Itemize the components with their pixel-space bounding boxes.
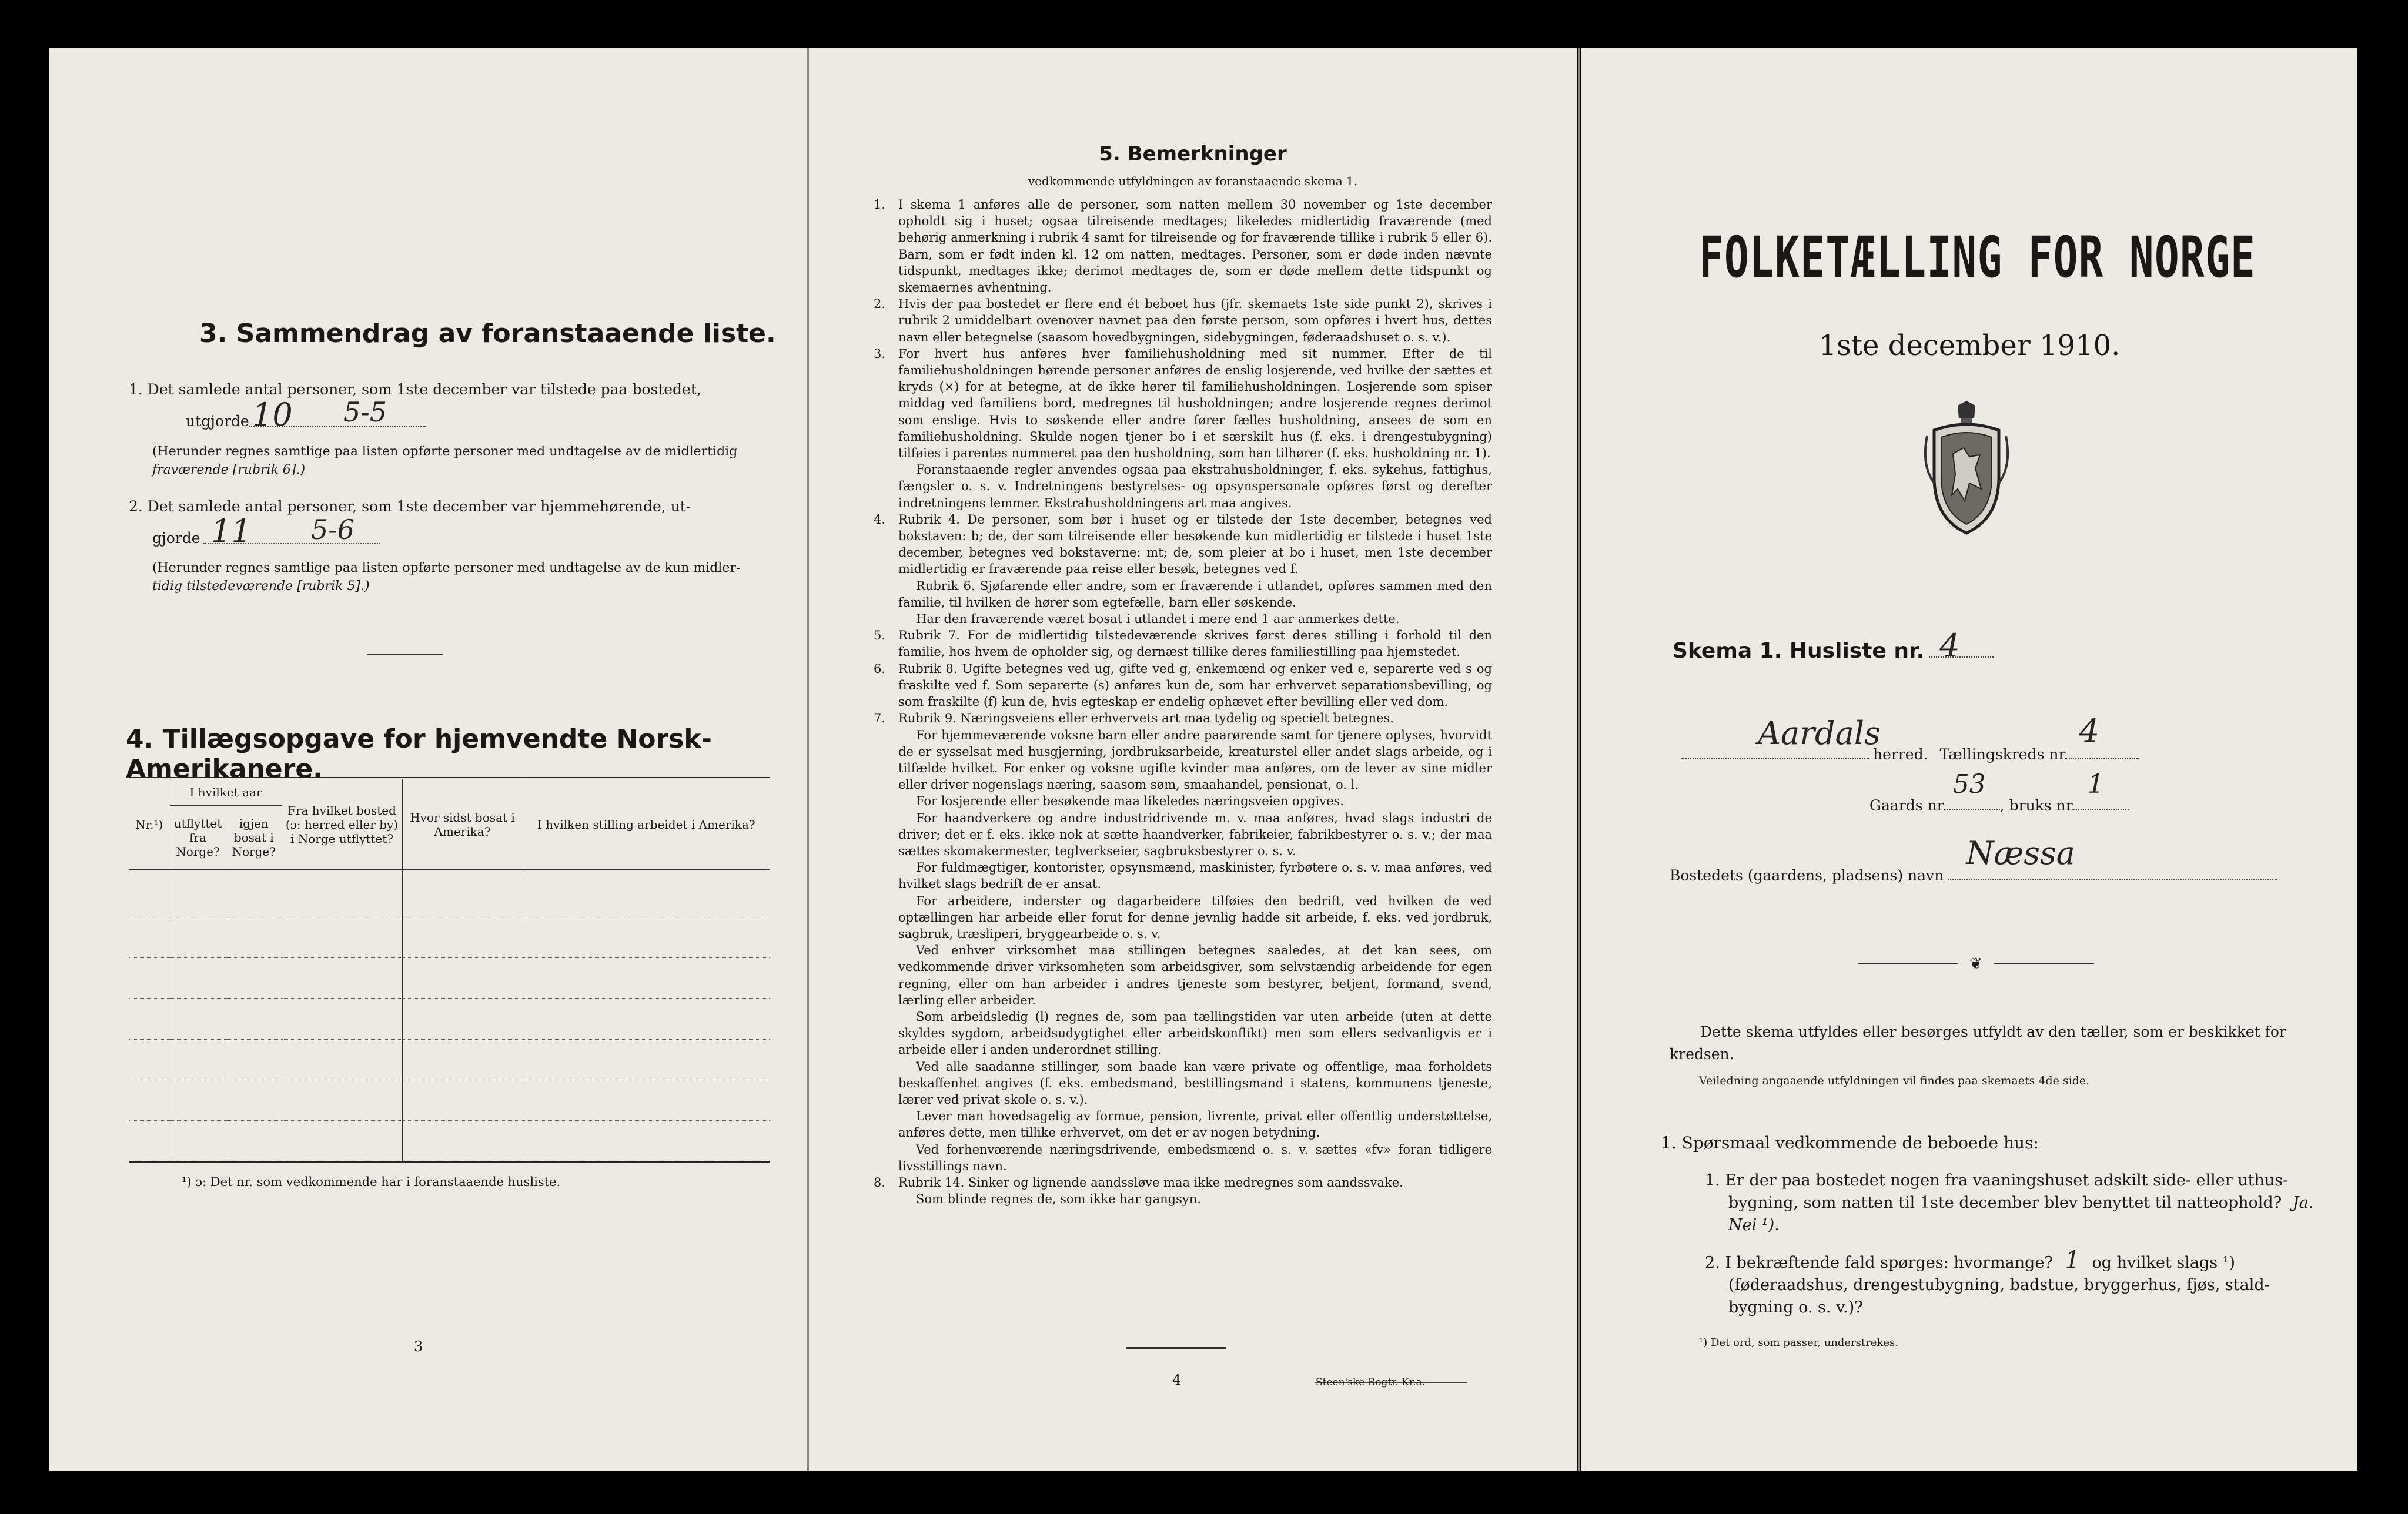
remark-number: 7.	[874, 711, 886, 726]
remark-paragraph	[898, 1141, 1492, 1174]
question-1-answer: Ja. Nei ¹).	[1728, 1194, 2314, 1234]
table-row	[129, 1120, 770, 1161]
gaard-row	[1869, 769, 2129, 816]
remark-paragraph	[874, 661, 1492, 711]
item1-value: 10	[252, 396, 293, 433]
remark-paragraph	[898, 611, 1492, 627]
remark-text: Rubrik 14. Sinker og lignende aandssløve maa ikke medregnes som aandssvake.	[898, 1175, 1403, 1190]
remark-text: I skema 1 anføres alle de personer, som natten mellem 30 november og 1ste december opholdt sig i huset; ogsaa tilreisende medtages; likeledes midlertidig fraværende (med behørig anmerkning i rubrik 4 samt for tilreisende og for fraværende tillike i rubrik 5 eller 6). Barn, som er født inden kl. 12 om natten, medtages. Personer, som er døde inden nævnte tidspunkt, medtages ikke; derimot medtages de, som er døde mellem dette tidspunkt og skemaernes avhentning.	[898, 197, 1492, 295]
husliste-field	[1929, 627, 1994, 664]
question-2-text-b: og hvilket slags ¹) (føderaadshus, drengestubygning, badstue, bryggerhus, fjøs, stald-bygning o. s. v.)?	[1728, 1254, 2270, 1317]
norsk-amerikanere-table	[129, 777, 770, 1163]
remark-text: Ved enhver virksomhet maa stillingen betegnes saaledes, at det kan sees, om vedkommende driver virksomheten som arbeidsgiver, som selvstændig arbeidende for egen regning, eller om han arbeider i andres tjeneste som bestyrer, betjent, formand, svend, lærling eller arbeider.	[898, 943, 1492, 1007]
bosted-label: Bostedets (gaardens, pladsens) navn	[1670, 867, 1944, 884]
herred-label: herred.	[1873, 746, 1928, 763]
remark-paragraph	[898, 1191, 1492, 1207]
bruks-label: , bruks nr.	[1999, 797, 2076, 814]
intro-note: Veiledning angaaende utfyldningen vil findes paa skemaets 4de side.	[1699, 1074, 2090, 1087]
remark-paragraph	[898, 893, 1492, 943]
printer-mark: Steen'ske Bogtr. Kr.a.	[1316, 1376, 1426, 1388]
coat-of-arms-icon	[1911, 401, 2022, 536]
remark-paragraph	[874, 627, 1492, 660]
item2-note1: (Herunder regnes samtlige paa listen opførte personer med undtagelse av de kun midler-	[152, 561, 741, 575]
remark-paragraph	[874, 1174, 1492, 1191]
remark-text: Ved forhenværende næringsdrivende, embedsmænd o. s. v. sættes «fv» foran tidligere livsstillings navn.	[898, 1142, 1492, 1173]
census-title: FOLKETÆLLING FOR NORGE	[1699, 225, 2256, 290]
question-2-count: 1	[2065, 1247, 2080, 1274]
page-3	[49, 48, 808, 1471]
remark-paragraph	[898, 727, 1492, 793]
remark-paragraph	[898, 942, 1492, 1009]
header-returned: igjen bosat i Norge?	[226, 805, 282, 870]
bosted-field	[1948, 835, 2277, 880]
divider	[367, 654, 443, 655]
questions-title: 1. Spørsmaal vedkommende de beboede hus:	[1661, 1133, 2039, 1153]
remark-text: Som arbeidsledig (l) regnes de, som paa tællingstiden var uten arbeide (uten at dette skyldes sygdom, arbeidsudygtighet eller arbeidskonflikt) men som ellers sedvanligvis er i arbeide eller i anden underordnet stilling.	[898, 1009, 1492, 1057]
remark-paragraph	[898, 1108, 1492, 1141]
remark-text: Hvis der paa bostedet er flere end ét beboet hus (jfr. skemaets 1ste side punkt 2), skrives i rubrik 2 umiddelbart ovenover navnet paa den første person, som opføres i hvert hus, dettes navn eller betegnelse (saasom hovedbygningen, sidebygningen, føderaadshuset o. s. v.).	[898, 297, 1492, 344]
table-row	[129, 999, 770, 1039]
remark-number: 8.	[874, 1175, 886, 1190]
census-date: 1ste december 1910.	[1818, 329, 2121, 362]
question-1-text: 1. Er der paa bostedet nogen fra vaaningshuset adskilt side- eller uthus-bygning, som natten til 1ste december blev benyttet til natteophold?	[1705, 1171, 2289, 1212]
remark-number: 2.	[874, 297, 886, 311]
remark-paragraph	[898, 793, 1492, 809]
remark-text: Rubrik 8. Ugifte betegnes ved ug, gifte ved g, enkemænd og enker ved e, separerte ved s og fraskilte ved f. Som separerte (s) anføres kun de, som har erhvervet separationsbevilling, og som fraskilte (f) kun de, hvis egteskap er endelig ophævet efter bevilling eller ved dom.	[898, 661, 1492, 709]
fleuron-icon: ❦	[1969, 955, 1982, 973]
skema-row	[1673, 627, 1994, 664]
gaards-label: Gaards nr.	[1869, 797, 1947, 814]
remark-text: Lever man hovedsagelig av formue, pension, livrente, privat eller offentlig understøttelse, anføres dette, men tillike erhvervet, om det er av nogen betydning.	[898, 1109, 1492, 1140]
section4-title: 4. Tillægsopgave for hjemvendte Norsk-Amerikanere.	[126, 724, 712, 784]
header-position: I hvilken stilling arbeidet i Amerika?	[523, 779, 770, 870]
herred-field	[1681, 715, 1881, 759]
header-nr: Nr.¹)	[129, 779, 170, 870]
remark-text: For losjerende eller besøkende maa likeledes næringsveien opgives.	[916, 794, 1344, 809]
remark-text: Foranstaaende regler anvendes ogsaa paa ekstrahusholdninger, f. eks. sykehus, fattighus, fængsler o. s. v. Indretningens bestyrelses- og opsynspersonale opføres først og derefter indretningens lemmer. Ekstrahusholdningens art maa angives.	[898, 463, 1492, 510]
kreds-label: Tællingskreds nr.	[1939, 746, 2069, 763]
remark-paragraph	[898, 578, 1492, 611]
item1-prefix: utgjorde	[186, 413, 249, 430]
remark-text: Rubrik 4. De personer, som bør i huset og er tilstede der 1ste december, betegnes ved bokstaven: b; de, der som tilreisende eller besøkende kun midlertidig er tilstede i huset 1ste december, betegnes ved bokstaverne: mt; de, som pleier at bo i huset, men 1ste december midlertidig er fraværende paa reise eller besøk, betegnes ved f.	[898, 512, 1492, 577]
ornament-divider	[1858, 955, 2105, 973]
item2-value: 11	[211, 513, 252, 550]
remark-text: For hjemmeværende voksne barn eller andre paarørende samt for tjenere oplyses, hvorvidt de er sysselsat med husgjerning, jordbruksarbeide, kreaturstel eller andet slags arbeide, og i tilfælde hvilket. For enker og voksne ugifte kvinder maa anføres, om de lever av sine midler eller driver nogenslags næring, saasom søm, smaahandel, pensionat, o. l.	[898, 728, 1492, 792]
remark-paragraph	[898, 859, 1492, 892]
remark-text: Rubrik 6. Sjøfarende eller andre, som er fraværende i utlandet, opføres sammen med den familie, til hvilken de hører som egtefælle, barn eller søskende.	[898, 578, 1492, 609]
section3-title: 3. Sammendrag av foranstaaende liste.	[199, 319, 776, 349]
header-from-where: Fra hvilket bosted (ɔ: herred eller by) i Norge utflyttet?	[282, 779, 402, 870]
herred-value: Aardals	[1758, 715, 1881, 752]
question-2-text-a: 2. I bekræftende fald spørges: hvormange?	[1705, 1254, 2053, 1272]
gaards-field	[1947, 769, 2000, 810]
header-emigrated: utflyttet fra Norge?	[170, 805, 226, 870]
item2-prefix: gjorde	[152, 530, 200, 547]
remark-number: 4.	[874, 512, 886, 527]
item1-note1: (Herunder regnes samtlige paa listen opførte personer med undtagelse av de midlertidig	[152, 444, 738, 459]
table-footnote: ¹) ɔ: Det nr. som vedkommende har i foranstaaende husliste.	[182, 1175, 561, 1189]
remark-paragraph	[874, 346, 1492, 461]
intro-text: Dette skema utfyldes eller besørges utfyldt av den tæller, som er beskikket for kredsen.	[1670, 1023, 2286, 1063]
page1-footnote: ¹) Det ord, som passer, understrekes.	[1699, 1337, 1898, 1349]
page-number: 4	[1172, 1372, 1182, 1388]
table-row	[129, 870, 770, 917]
kreds-field	[2069, 712, 2139, 759]
page-1	[1581, 48, 2357, 1471]
item1-note2: fraværende [rubrik 6].)	[152, 463, 306, 477]
remark-text: Som blinde regnes de, som ikke har gangsyn.	[916, 1192, 1201, 1207]
remark-text: Ved alle saadanne stillinger, som baade kan være private og offentlige, maa forholdets beskaffenhet angives (f. eks. embedsmand, bestillingsmand i statens, kommunens tjeneste, lærer ved privat skole o. s. v.).	[898, 1059, 1492, 1107]
divider	[1126, 1347, 1226, 1349]
remark-paragraph	[898, 1059, 1492, 1108]
remark-number: 5.	[874, 628, 886, 643]
remarks-title: 5. Bemerkninger	[1099, 142, 1287, 166]
remark-text: Har den fraværende været bosat i utlandet i mere end 1 aar anmerkes dette.	[916, 612, 1400, 627]
remark-paragraph	[898, 461, 1492, 511]
table-row	[129, 958, 770, 999]
remark-paragraph	[874, 511, 1492, 578]
question-1	[1705, 1170, 2334, 1237]
table-row	[129, 1080, 770, 1120]
page-number: 3	[414, 1338, 423, 1355]
remark-text: For arbeidere, inderster og dagarbeidere tilføies den bedrift, ved hvilken de ved optællingen har arbeide eller forut for denne jevnlig hadde sit arbeide, f. eks. ved jordbruk, sagbruk, træsliperi, bryggearbeide o. s. v.	[898, 893, 1492, 941]
gaards-value: 53	[1952, 769, 1986, 799]
remark-paragraph	[898, 810, 1492, 860]
remark-paragraph	[874, 296, 1492, 346]
husliste-value: 4	[1939, 627, 1960, 664]
remark-paragraph	[874, 710, 1492, 726]
remark-paragraph	[874, 196, 1492, 296]
remark-text: For fuldmægtiger, kontorister, opsynsmænd, maskinister, fyrbøtere o. s. v. maa anføres, ved hvilket slags bedrift de er ansat.	[898, 860, 1492, 892]
bruks-field	[2076, 769, 2129, 810]
table-row	[129, 917, 770, 958]
header-year-group: I hvilket aar	[170, 779, 282, 805]
item1-line1: 1. Det samlede antal personer, som 1ste december var tilstede paa bostedet,	[129, 381, 701, 398]
bosted-row	[1670, 835, 2277, 886]
remark-number: 1.	[874, 197, 886, 212]
question-2	[1705, 1249, 2334, 1319]
remark-text: Rubrik 7. For de midlertidig tilstedeværende skrives først deres stilling i forhold til den familie, hos hvem de opholder sig, og dernæst tillike deres familiestilling paa hjemstedet.	[898, 628, 1492, 659]
remark-text: For hvert hus anføres hver familiehusholdning med sit nummer. Efter de til familiehusholdningen hørende personer anføres de enslig losjerende, ved hvilke der sættes et kryds (×) for at betegne, at de ikke hører til familiehusholdningen. Losjerende som spiser middag ved familiens bord, medregnes til husholdningen; andre losjerende regnes derimot som enslige. Hvis to søskende eller andre fører fælles husholdning, ansees de som en familiehusholdning. Skulde nogen tjener bo i et særskilt hus (f. eks. i drengestubygning) tilføies i parentes nummeret paa den husholdning, som han tilhører (f. eks. husholdning nr. 1).	[898, 346, 1492, 461]
item1-split: 5-5	[343, 396, 387, 428]
remark-number: 6.	[874, 661, 886, 676]
remark-number: 3.	[874, 346, 886, 361]
remark-text: Rubrik 9. Næringsveiens eller erhvervets art maa tydelig og specielt betegnes.	[898, 711, 1394, 726]
herred-row	[1681, 712, 2139, 765]
item2-note2: tidig tilstedeværende [rubrik 5].)	[152, 579, 370, 594]
bruks-value: 1	[2087, 769, 2104, 799]
kreds-value: 4	[2079, 712, 2099, 749]
header-where-last: Hvor sidst bosat i Amerika?	[402, 779, 523, 870]
item2-line1: 2. Det samlede antal personer, som 1ste december var hjemmehørende, ut-	[129, 498, 691, 515]
remarks-subtitle: vedkommende utfyldningen av foranstaaende skema 1.	[1028, 174, 1358, 188]
page-gutter	[1578, 48, 1580, 1471]
bosted-value: Næssa	[1966, 835, 2075, 872]
item2-split: 5-6	[311, 514, 355, 545]
page-4	[809, 48, 1577, 1471]
table-row	[129, 1039, 770, 1080]
remark-text: For haandverkere og andre industridrivende m. v. maa anføres, hvad slags industri de driver; det er f. eks. ikke nok at sætte haandverker, fabrikeier, fabrikbestyrer o. s. v.; der maa sættes skomakermester, teglverkseier, sagbruksbestyrer o. s. v.	[898, 810, 1492, 858]
remark-paragraph	[898, 1009, 1492, 1059]
skema-label: Skema 1. Husliste nr.	[1673, 639, 1925, 663]
